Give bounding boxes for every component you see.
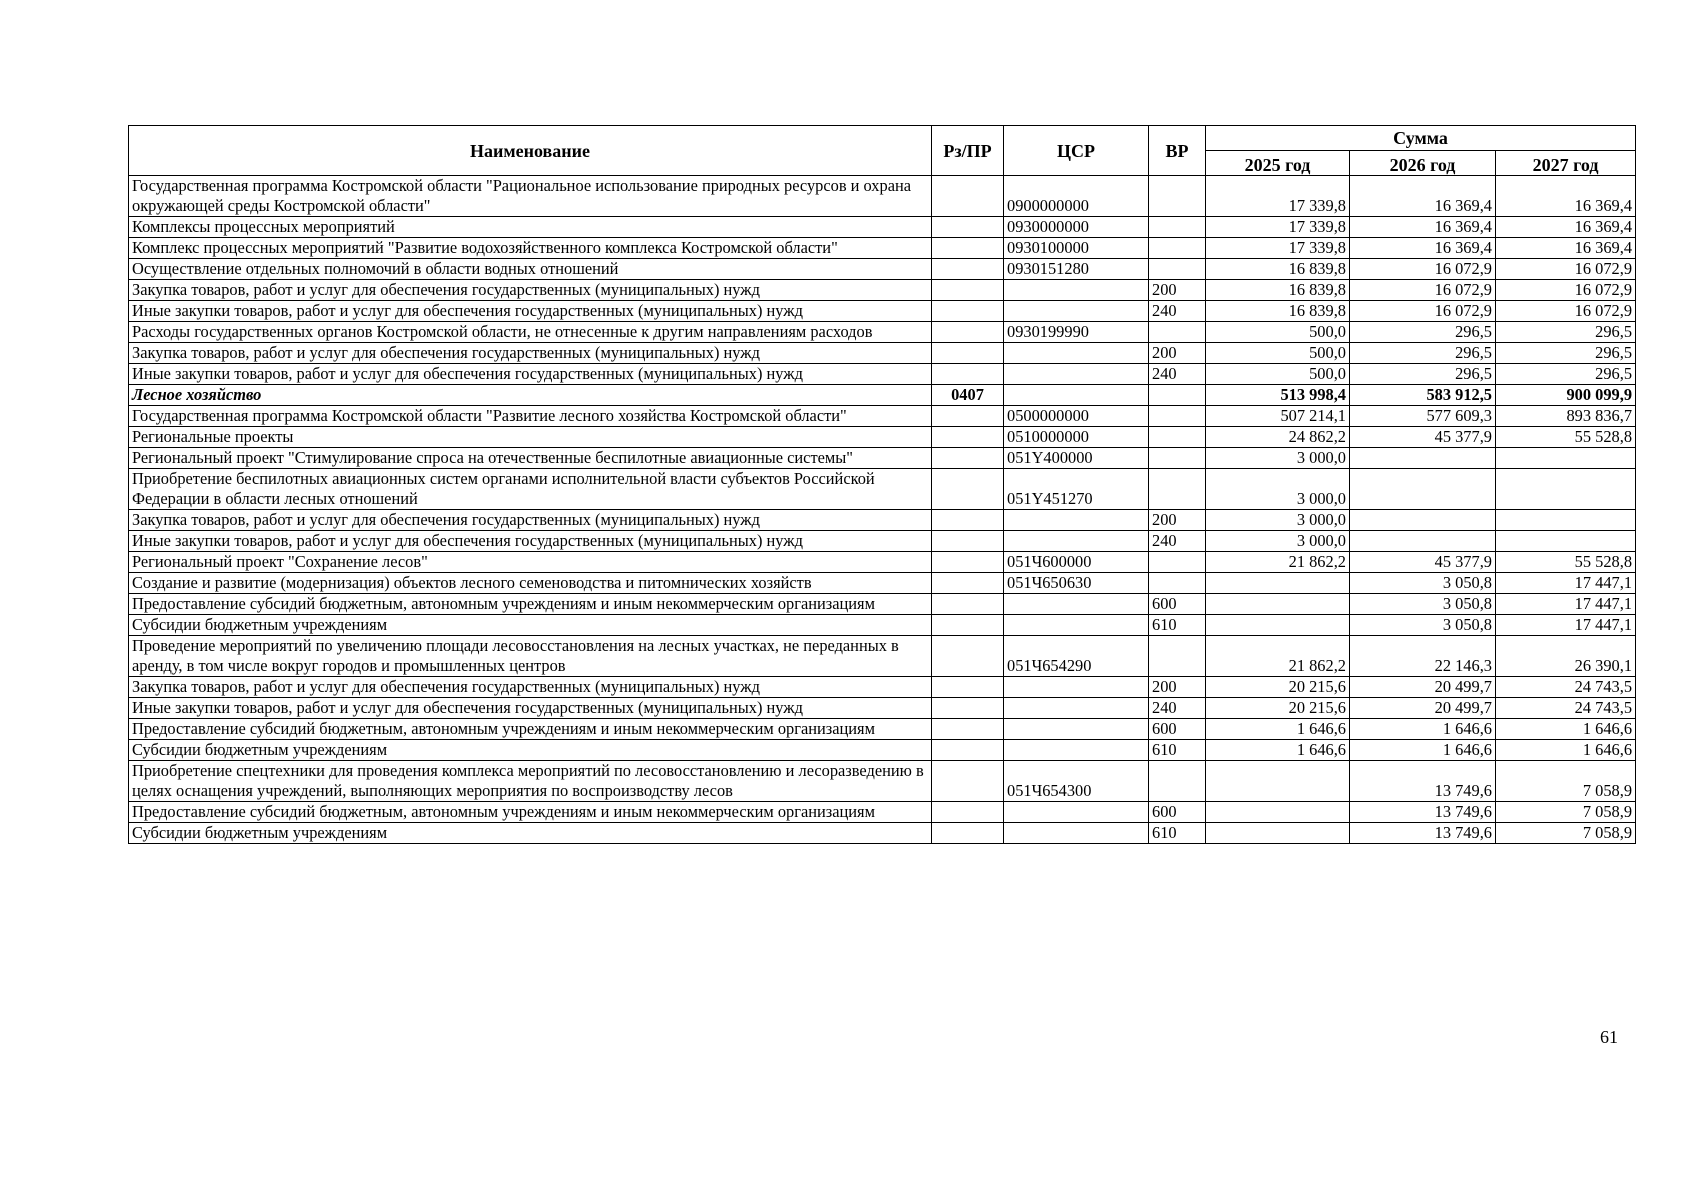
row-amount-2025 [1206, 594, 1350, 615]
row-vr: 610 [1149, 615, 1206, 636]
row-vr [1149, 176, 1206, 217]
row-vr [1149, 761, 1206, 802]
row-amount-2027: 16 072,9 [1496, 280, 1636, 301]
row-name: Предоставление субсидий бюджетным, автономным учреждениям и иным некоммерческим организациям [129, 594, 932, 615]
row-amount-2026: 16 072,9 [1350, 280, 1496, 301]
table-row [129, 238, 1636, 259]
row-rzpr [932, 761, 1004, 802]
table-row [129, 406, 1636, 427]
row-name: Субсидии бюджетным учреждениям [129, 823, 932, 844]
table-row [129, 802, 1636, 823]
row-amount-2026: 583 912,5 [1350, 385, 1496, 406]
row-amount-2025 [1206, 802, 1350, 823]
row-amount-2026: 577 609,3 [1350, 406, 1496, 427]
table-row [129, 176, 1636, 217]
row-csr: 051Ч654290 [1004, 636, 1149, 677]
row-amount-2026: 16 072,9 [1350, 259, 1496, 280]
row-amount-2025 [1206, 823, 1350, 844]
row-amount-2025: 21 862,2 [1206, 636, 1350, 677]
row-amount-2025: 21 862,2 [1206, 552, 1350, 573]
row-rzpr [932, 238, 1004, 259]
row-name: Субсидии бюджетным учреждениям [129, 740, 932, 761]
row-vr [1149, 238, 1206, 259]
row-rzpr [932, 176, 1004, 217]
row-amount-2027: 296,5 [1496, 364, 1636, 385]
row-rzpr [932, 217, 1004, 238]
row-amount-2025: 16 839,8 [1206, 301, 1350, 322]
row-csr: 0930100000 [1004, 238, 1149, 259]
row-amount-2026: 22 146,3 [1350, 636, 1496, 677]
row-name: Осуществление отдельных полномочий в области водных отношений [129, 259, 932, 280]
row-name: Комплексы процессных мероприятий [129, 217, 932, 238]
header-name: Наименование [129, 126, 932, 176]
table-row [129, 740, 1636, 761]
row-csr [1004, 531, 1149, 552]
row-amount-2026: 13 749,6 [1350, 761, 1496, 802]
row-amount-2025: 24 862,2 [1206, 427, 1350, 448]
row-amount-2025: 3 000,0 [1206, 469, 1350, 510]
row-rzpr: 0407 [932, 385, 1004, 406]
row-amount-2026: 3 050,8 [1350, 594, 1496, 615]
row-amount-2025: 16 839,8 [1206, 280, 1350, 301]
row-amount-2026: 13 749,6 [1350, 823, 1496, 844]
table-row [129, 573, 1636, 594]
table-row [129, 636, 1636, 677]
row-vr: 600 [1149, 802, 1206, 823]
row-amount-2026: 16 369,4 [1350, 176, 1496, 217]
row-rzpr [932, 615, 1004, 636]
row-amount-2025: 3 000,0 [1206, 510, 1350, 531]
row-amount-2027 [1496, 469, 1636, 510]
row-csr [1004, 510, 1149, 531]
row-name: Предоставление субсидий бюджетным, автономным учреждениям и иным некоммерческим организациям [129, 719, 932, 740]
row-amount-2027: 296,5 [1496, 343, 1636, 364]
row-amount-2025: 17 339,8 [1206, 176, 1350, 217]
row-amount-2026: 1 646,6 [1350, 740, 1496, 761]
row-amount-2025 [1206, 573, 1350, 594]
row-amount-2025: 3 000,0 [1206, 448, 1350, 469]
row-name: Проведение мероприятий по увеличению площади лесовосстановления на лесных участках, не переданных в аренду, в том числе вокруг городов и промышленных центров [129, 636, 932, 677]
row-name: Государственная программа Костромской области "Развитие лесного хозяйства Костромской области" [129, 406, 932, 427]
header-sum: Сумма [1206, 126, 1636, 151]
row-rzpr [932, 740, 1004, 761]
row-amount-2027: 1 646,6 [1496, 740, 1636, 761]
row-amount-2026: 16 072,9 [1350, 301, 1496, 322]
row-name: Закупка товаров, работ и услуг для обеспечения государственных (муниципальных) нужд [129, 280, 932, 301]
row-name: Лесное хозяйство [129, 385, 932, 406]
table-row [129, 594, 1636, 615]
table-row [129, 385, 1636, 406]
row-csr: 051Ч650630 [1004, 573, 1149, 594]
row-amount-2027: 24 743,5 [1496, 677, 1636, 698]
row-rzpr [932, 280, 1004, 301]
row-csr: 051Ч600000 [1004, 552, 1149, 573]
row-csr: 0930000000 [1004, 217, 1149, 238]
row-amount-2027: 7 058,9 [1496, 823, 1636, 844]
row-name: Иные закупки товаров, работ и услуг для обеспечения государственных (муниципальных) нужд [129, 531, 932, 552]
row-vr: 600 [1149, 594, 1206, 615]
row-amount-2025: 3 000,0 [1206, 531, 1350, 552]
row-amount-2027: 24 743,5 [1496, 698, 1636, 719]
row-vr: 240 [1149, 531, 1206, 552]
row-csr: 0900000000 [1004, 176, 1149, 217]
row-name: Региональный проект "Стимулирование спроса на отечественные беспилотные авиационные системы" [129, 448, 932, 469]
header-year-2025: 2025 год [1206, 151, 1350, 176]
row-rzpr [932, 698, 1004, 719]
row-vr [1149, 552, 1206, 573]
row-vr [1149, 385, 1206, 406]
row-amount-2025: 1 646,6 [1206, 740, 1350, 761]
row-vr [1149, 406, 1206, 427]
row-amount-2027: 16 369,4 [1496, 176, 1636, 217]
row-amount-2027: 55 528,8 [1496, 427, 1636, 448]
table-row [129, 280, 1636, 301]
row-vr: 200 [1149, 343, 1206, 364]
row-name: Комплекс процессных мероприятий "Развитие водохозяйственного комплекса Костромской области" [129, 238, 932, 259]
row-rzpr [932, 427, 1004, 448]
row-rzpr [932, 573, 1004, 594]
row-vr [1149, 259, 1206, 280]
header-csr: ЦСР [1004, 126, 1149, 176]
row-vr: 600 [1149, 719, 1206, 740]
row-amount-2026: 296,5 [1350, 343, 1496, 364]
table-row [129, 531, 1636, 552]
row-amount-2027: 17 447,1 [1496, 594, 1636, 615]
row-amount-2026: 45 377,9 [1350, 427, 1496, 448]
row-amount-2027: 900 099,9 [1496, 385, 1636, 406]
row-amount-2025: 17 339,8 [1206, 238, 1350, 259]
table-row [129, 343, 1636, 364]
row-csr: 051Y400000 [1004, 448, 1149, 469]
row-name: Иные закупки товаров, работ и услуг для обеспечения государственных (муниципальных) нужд [129, 301, 932, 322]
table-row [129, 510, 1636, 531]
table-row [129, 677, 1636, 698]
row-name: Государственная программа Костромской области "Рациональное использование природных ресурсов и охрана окружающей среды Костромской области" [129, 176, 932, 217]
row-name: Создание и развитие (модернизация) объектов лесного семеноводства и питомнических хозяйств [129, 573, 932, 594]
row-rzpr [932, 823, 1004, 844]
row-rzpr [932, 343, 1004, 364]
row-name: Расходы государственных органов Костромской области, не отнесенные к другим направлениям расходов [129, 322, 932, 343]
row-amount-2026 [1350, 510, 1496, 531]
row-amount-2027: 16 072,9 [1496, 301, 1636, 322]
row-amount-2027: 893 836,7 [1496, 406, 1636, 427]
row-rzpr [932, 636, 1004, 677]
row-amount-2025: 500,0 [1206, 343, 1350, 364]
row-vr [1149, 636, 1206, 677]
table-row [129, 448, 1636, 469]
table-row [129, 698, 1636, 719]
row-rzpr [932, 594, 1004, 615]
row-amount-2025: 500,0 [1206, 322, 1350, 343]
row-amount-2027 [1496, 448, 1636, 469]
row-csr: 0930151280 [1004, 259, 1149, 280]
row-amount-2027: 7 058,9 [1496, 761, 1636, 802]
row-rzpr [932, 552, 1004, 573]
row-name: Региональные проекты [129, 427, 932, 448]
row-amount-2027: 7 058,9 [1496, 802, 1636, 823]
row-vr [1149, 427, 1206, 448]
row-rzpr [932, 364, 1004, 385]
row-amount-2027: 1 646,6 [1496, 719, 1636, 740]
row-amount-2025 [1206, 615, 1350, 636]
row-name: Предоставление субсидий бюджетным, автономным учреждениям и иным некоммерческим организациям [129, 802, 932, 823]
row-csr [1004, 740, 1149, 761]
row-rzpr [932, 531, 1004, 552]
row-amount-2026: 16 369,4 [1350, 217, 1496, 238]
row-name: Региональный проект "Сохранение лесов" [129, 552, 932, 573]
row-csr [1004, 594, 1149, 615]
table-row [129, 823, 1636, 844]
row-amount-2026: 20 499,7 [1350, 677, 1496, 698]
row-amount-2025: 16 839,8 [1206, 259, 1350, 280]
row-amount-2027 [1496, 531, 1636, 552]
page-number: 61 [1600, 1027, 1618, 1047]
row-csr [1004, 698, 1149, 719]
row-name: Закупка товаров, работ и услуг для обеспечения государственных (муниципальных) нужд [129, 343, 932, 364]
row-rzpr [932, 469, 1004, 510]
row-csr [1004, 823, 1149, 844]
row-amount-2025: 17 339,8 [1206, 217, 1350, 238]
row-amount-2026: 3 050,8 [1350, 615, 1496, 636]
row-amount-2026: 3 050,8 [1350, 573, 1496, 594]
row-vr [1149, 448, 1206, 469]
row-amount-2026 [1350, 531, 1496, 552]
row-amount-2026: 13 749,6 [1350, 802, 1496, 823]
row-vr: 610 [1149, 740, 1206, 761]
row-csr [1004, 301, 1149, 322]
budget-table [128, 125, 1636, 844]
row-amount-2027: 17 447,1 [1496, 573, 1636, 594]
table-row [129, 719, 1636, 740]
row-csr [1004, 385, 1149, 406]
row-csr [1004, 364, 1149, 385]
row-name: Субсидии бюджетным учреждениям [129, 615, 932, 636]
row-csr: 0930199990 [1004, 322, 1149, 343]
row-vr: 610 [1149, 823, 1206, 844]
row-amount-2026: 296,5 [1350, 364, 1496, 385]
table-row [129, 761, 1636, 802]
row-name: Иные закупки товаров, работ и услуг для обеспечения государственных (муниципальных) нужд [129, 698, 932, 719]
table-row [129, 427, 1636, 448]
row-rzpr [932, 406, 1004, 427]
row-csr: 051Y451270 [1004, 469, 1149, 510]
row-vr: 200 [1149, 510, 1206, 531]
row-rzpr [932, 301, 1004, 322]
row-csr [1004, 677, 1149, 698]
row-amount-2027: 16 369,4 [1496, 217, 1636, 238]
row-amount-2025 [1206, 761, 1350, 802]
row-amount-2027: 16 072,9 [1496, 259, 1636, 280]
row-amount-2025: 500,0 [1206, 364, 1350, 385]
row-name: Закупка товаров, работ и услуг для обеспечения государственных (муниципальных) нужд [129, 677, 932, 698]
row-csr: 051Ч654300 [1004, 761, 1149, 802]
row-rzpr [932, 259, 1004, 280]
row-vr: 240 [1149, 364, 1206, 385]
row-vr: 200 [1149, 677, 1206, 698]
row-rzpr [932, 719, 1004, 740]
row-csr: 0510000000 [1004, 427, 1149, 448]
row-rzpr [932, 677, 1004, 698]
row-vr [1149, 573, 1206, 594]
row-csr [1004, 802, 1149, 823]
row-csr [1004, 343, 1149, 364]
row-vr: 200 [1149, 280, 1206, 301]
header-rzpr: Рз/ПР [932, 126, 1004, 176]
row-name: Закупка товаров, работ и услуг для обеспечения государственных (муниципальных) нужд [129, 510, 932, 531]
table-row [129, 552, 1636, 573]
row-vr [1149, 469, 1206, 510]
row-amount-2026: 20 499,7 [1350, 698, 1496, 719]
row-vr [1149, 322, 1206, 343]
table-row [129, 217, 1636, 238]
row-vr: 240 [1149, 301, 1206, 322]
row-csr [1004, 719, 1149, 740]
row-vr [1149, 217, 1206, 238]
row-csr [1004, 615, 1149, 636]
row-vr: 240 [1149, 698, 1206, 719]
table-body [129, 176, 1636, 844]
row-amount-2026: 1 646,6 [1350, 719, 1496, 740]
row-amount-2025: 20 215,6 [1206, 677, 1350, 698]
row-amount-2027: 26 390,1 [1496, 636, 1636, 677]
row-amount-2026 [1350, 469, 1496, 510]
table-header [129, 126, 1636, 176]
row-name: Приобретение спецтехники для проведения комплекса мероприятий по лесовосстановлению и лесоразведению в целях оснащения учреждений, выполняющих мероприятия по воспроизводству лесов [129, 761, 932, 802]
row-amount-2027: 17 447,1 [1496, 615, 1636, 636]
row-amount-2026: 16 369,4 [1350, 238, 1496, 259]
row-amount-2027: 296,5 [1496, 322, 1636, 343]
header-year-2026: 2026 год [1350, 151, 1496, 176]
header-vr: ВР [1149, 126, 1206, 176]
row-amount-2025: 1 646,6 [1206, 719, 1350, 740]
row-amount-2026: 296,5 [1350, 322, 1496, 343]
row-name: Приобретение беспилотных авиационных систем органами исполнительной власти субъектов Российской Федерации в области лесных отношений [129, 469, 932, 510]
row-name: Иные закупки товаров, работ и услуг для обеспечения государственных (муниципальных) нужд [129, 364, 932, 385]
row-amount-2025: 513 998,4 [1206, 385, 1350, 406]
row-amount-2026: 45 377,9 [1350, 552, 1496, 573]
header-year-2027: 2027 год [1496, 151, 1636, 176]
row-amount-2025: 20 215,6 [1206, 698, 1350, 719]
table-row [129, 322, 1636, 343]
table-row [129, 469, 1636, 510]
row-amount-2027 [1496, 510, 1636, 531]
row-rzpr [932, 448, 1004, 469]
row-rzpr [932, 322, 1004, 343]
row-amount-2027: 16 369,4 [1496, 238, 1636, 259]
row-csr: 0500000000 [1004, 406, 1149, 427]
row-csr [1004, 280, 1149, 301]
table-row [129, 259, 1636, 280]
row-amount-2027: 55 528,8 [1496, 552, 1636, 573]
row-amount-2026 [1350, 448, 1496, 469]
table-row [129, 364, 1636, 385]
table-row [129, 301, 1636, 322]
table-row [129, 615, 1636, 636]
row-rzpr [932, 802, 1004, 823]
row-rzpr [932, 510, 1004, 531]
row-amount-2025: 507 214,1 [1206, 406, 1350, 427]
